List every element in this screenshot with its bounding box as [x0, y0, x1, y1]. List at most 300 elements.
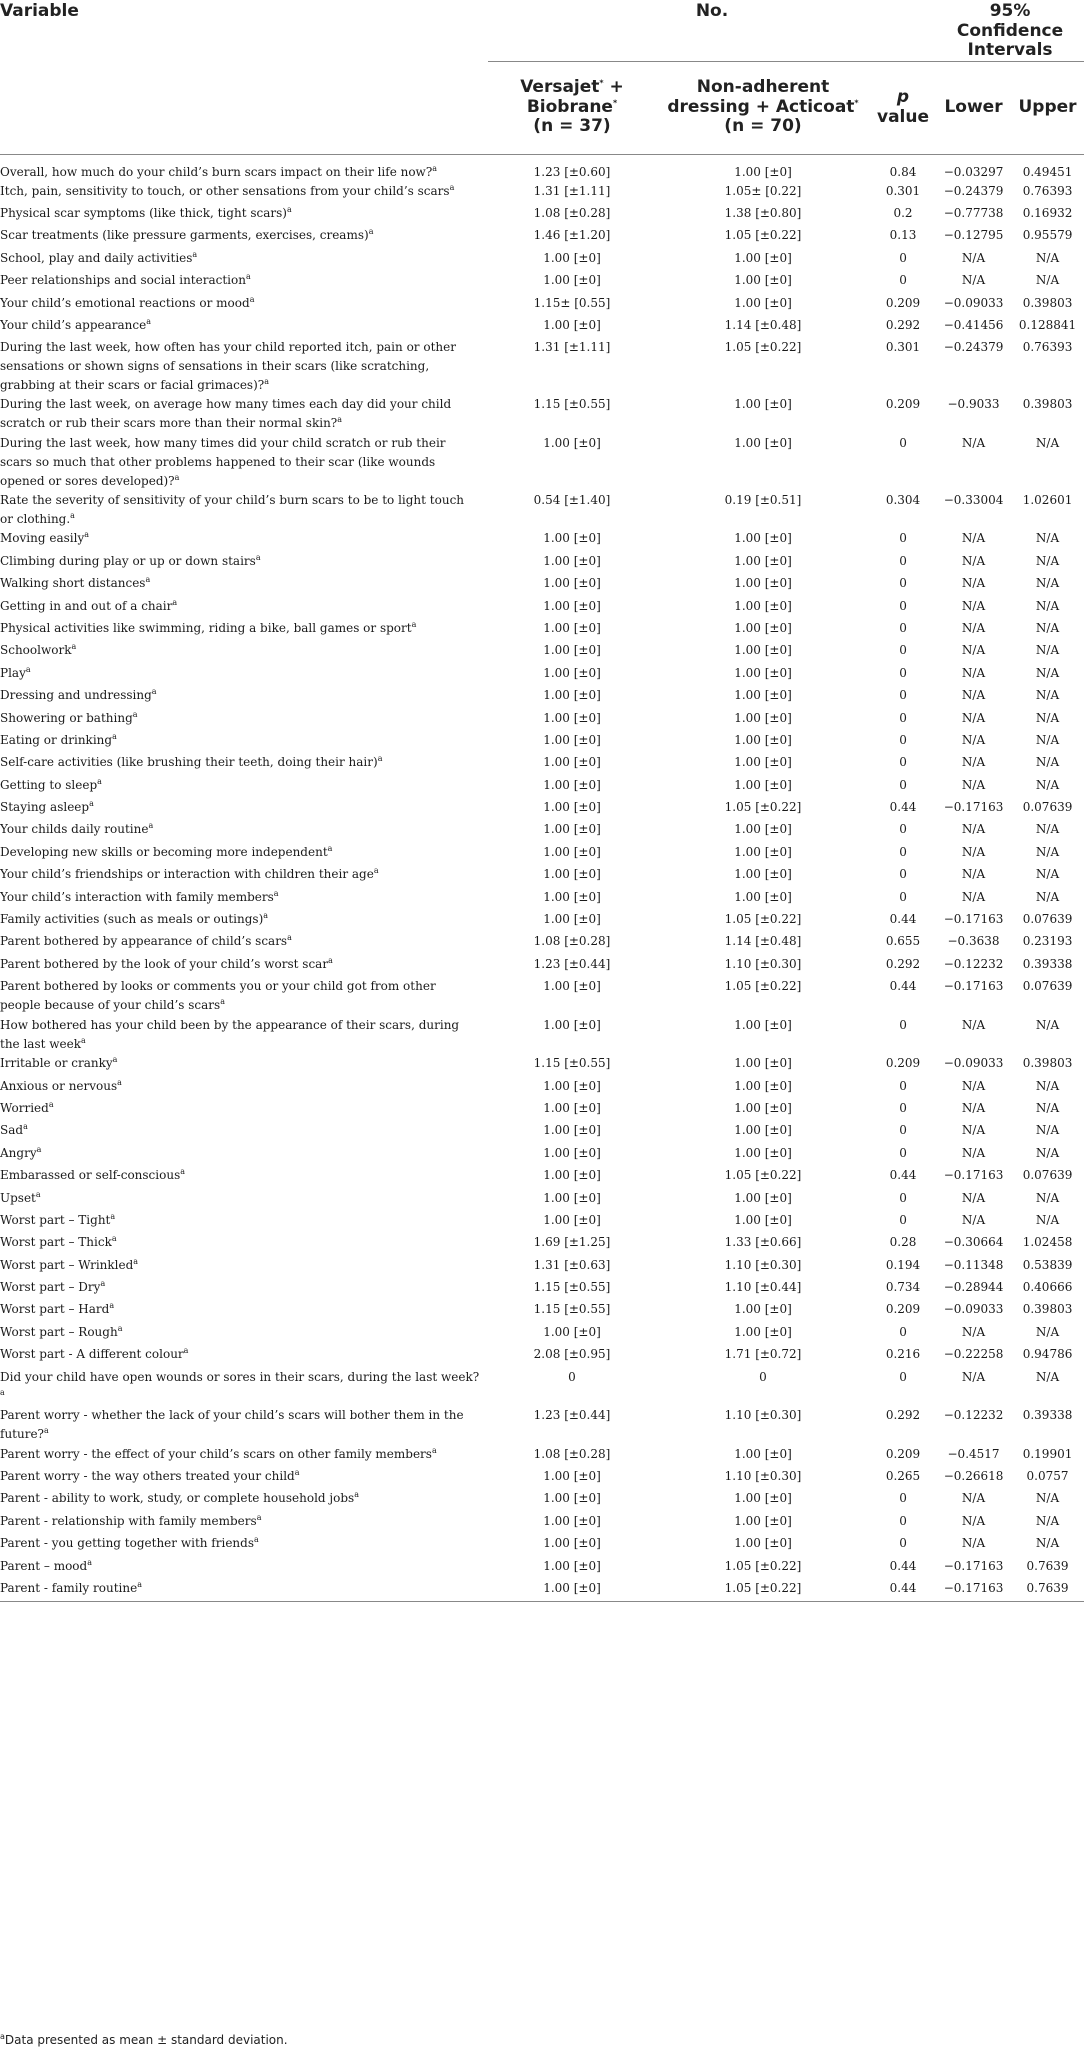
nonadherent-value-cell: [656, 977, 870, 1016]
table-row: [0, 1016, 1084, 1055]
ci-upper-cell: [1011, 709, 1084, 731]
ci-lower-cell-text: N/A: [961, 1100, 986, 1115]
variable-cell: [0, 619, 488, 641]
nonadherent-value-cell-text: 1.05 [±0.22]: [724, 800, 802, 815]
ci-upper-cell: [1011, 529, 1084, 551]
versajet-value-cell-text: 1.00 [±0]: [543, 435, 601, 450]
p-value-cell: [870, 664, 936, 686]
variable-cell: [0, 1054, 488, 1076]
versajet-value-cell-text: 1.15 [±0.55]: [533, 397, 611, 412]
ci-upper-cell-text: N/A: [1035, 844, 1060, 859]
ci-lower-cell-text: N/A: [961, 1324, 986, 1339]
variable-cell: [0, 597, 488, 619]
ci-upper-cell-text: 0.76393: [1022, 183, 1073, 198]
p-value-cell: [870, 338, 936, 395]
footnote-marker: a: [87, 1557, 92, 1567]
ci-lower-cell: [936, 271, 1011, 293]
variable-cell: [0, 1323, 488, 1345]
variable-cell-text: Worst part – Wrinkled: [0, 1257, 134, 1272]
ci-lower-cell: [936, 1557, 1011, 1579]
ci-lower-cell-text: −0.22258: [943, 1347, 1004, 1362]
table-row: [0, 1534, 1084, 1556]
ci-lower-cell-text: −0.17163: [943, 1168, 1004, 1183]
variable-cell: [0, 955, 488, 977]
ci-lower-cell: [936, 1489, 1011, 1511]
p-value-cell: [870, 955, 936, 977]
p-value-cell-text: 0: [899, 777, 907, 792]
variable-cell: [0, 910, 488, 932]
variable-cell: [0, 1300, 488, 1322]
ci-upper-cell: [1011, 977, 1084, 1016]
nonadherent-value-cell: [656, 1534, 870, 1556]
versajet-value-cell: [488, 1300, 656, 1322]
variable-cell-text: Parent - family routine: [0, 1581, 138, 1595]
ci-lower-cell-text: N/A: [961, 1078, 986, 1093]
p-value-cell: [870, 552, 936, 574]
ci-lower-cell-text: −0.17163: [943, 1581, 1004, 1595]
variable-cell: [0, 1534, 488, 1556]
nonadherent-value-cell-text: 1.00 [±0]: [734, 1145, 792, 1160]
table-header: [0, 0, 1084, 154]
ci-upper-cell: [1011, 1166, 1084, 1188]
variable-cell: [0, 798, 488, 820]
table-row: [0, 1368, 1084, 1407]
table-row: [0, 271, 1084, 293]
header-variable: Variable: [0, 1, 79, 21]
nonadherent-value-cell-text: 1.00 [±0]: [734, 620, 792, 635]
nonadherent-value-cell: [656, 1368, 870, 1407]
versajet-value-cell-text: 1.00 [±0]: [543, 912, 601, 927]
nonadherent-value-cell: [656, 664, 870, 686]
ci-upper-cell-text: N/A: [1035, 1145, 1060, 1160]
variable-cell-text: Showering or bathing: [0, 710, 133, 725]
ci-upper-cell-text: N/A: [1035, 1491, 1060, 1506]
ci-lower-cell: [936, 294, 1011, 316]
ci-upper-cell: [1011, 1512, 1084, 1534]
p-value-cell-text: 0.209: [885, 295, 921, 310]
ci-lower-cell-text: N/A: [961, 576, 986, 591]
footnote-marker: a: [148, 821, 154, 831]
versajet-value-cell: [488, 820, 656, 842]
ci-lower-cell-text: N/A: [961, 643, 986, 658]
nonadherent-value-cell-text: 1.00 [±0]: [734, 1078, 792, 1093]
footnote-marker: a: [180, 1167, 186, 1177]
variable-cell: [0, 1278, 488, 1300]
nonadherent-value-cell: [656, 271, 870, 293]
variable-cell: [0, 316, 488, 338]
ci-lower-cell: [936, 955, 1011, 977]
ci-lower-cell-text: N/A: [961, 553, 986, 568]
p-value-cell-text: 0: [899, 867, 907, 882]
ci-upper-cell: [1011, 1557, 1084, 1579]
ci-lower-cell: [936, 1512, 1011, 1534]
footnote-marker: a: [0, 1387, 5, 1397]
ci-upper-cell: [1011, 1077, 1084, 1099]
ci-upper-cell-text: N/A: [1035, 1369, 1060, 1384]
ci-lower-cell-text: −0.11348: [943, 1257, 1004, 1272]
table-row: [0, 753, 1084, 775]
ci-upper-cell: [1011, 888, 1084, 910]
versajet-value-cell-text: 1.00 [±0]: [543, 1168, 601, 1183]
ci-lower-cell: [936, 1233, 1011, 1255]
p-value-cell-text: 0: [899, 598, 907, 613]
versajet-value-cell-text: 1.46 [±1.20]: [533, 228, 611, 243]
nonadherent-value-cell-text: 1.00 [±0]: [734, 1056, 792, 1071]
p-value-cell: [870, 226, 936, 248]
variable-cell-text: Worst part – Hard: [0, 1302, 110, 1317]
ci-upper-cell-text: N/A: [1035, 1536, 1060, 1551]
versajet-value-cell: [488, 1189, 656, 1211]
ci-upper-cell: [1011, 1534, 1084, 1556]
ci-upper-cell-text: N/A: [1035, 1324, 1060, 1339]
table-row: [0, 1211, 1084, 1233]
versajet-value-cell-text: 1.00 [±0]: [543, 822, 601, 837]
ci-lower-cell: [936, 1300, 1011, 1322]
p-value-cell-text: 0.655: [885, 934, 921, 949]
variable-cell: [0, 1557, 488, 1579]
ci-upper-cell: [1011, 865, 1084, 887]
nonadherent-value-cell-text: 1.00 [±0]: [734, 755, 792, 770]
footnote-marker: a: [294, 1468, 300, 1478]
variable-cell-text: Worst part – Dry: [0, 1280, 101, 1295]
nonadherent-value-cell-text: 1.00 [±0]: [734, 1324, 792, 1339]
ci-lower-cell: [936, 1166, 1011, 1188]
p-value-cell-text: 0.28: [889, 1235, 917, 1250]
footnote-marker: a: [411, 619, 417, 629]
ci-upper-cell-text: 0.07639: [1022, 800, 1073, 815]
variable-cell: [0, 1512, 488, 1534]
nonadherent-value-cell: [656, 1099, 870, 1121]
footnote-marker: a: [249, 294, 255, 304]
table-row: [0, 316, 1084, 338]
p-value-cell: [870, 434, 936, 491]
ci-upper-cell: [1011, 1323, 1084, 1345]
ci-upper-cell-text: N/A: [1035, 822, 1060, 837]
ci-lower-cell-text: −0.12795: [943, 228, 1004, 243]
table-row: [0, 798, 1084, 820]
p-value-cell: [870, 1512, 936, 1534]
variable-cell: [0, 1077, 488, 1099]
table-row: [0, 619, 1084, 641]
variable-cell: [0, 1368, 488, 1407]
header-no: No.: [695, 1, 729, 21]
table-row: [0, 932, 1084, 954]
p-value-cell-text: 0: [899, 889, 907, 904]
footnote-marker: a: [36, 1144, 42, 1154]
ci-lower-cell-text: N/A: [961, 777, 986, 792]
ci-upper-cell-text: N/A: [1035, 1078, 1060, 1093]
ci-lower-cell-text: N/A: [961, 710, 986, 725]
versajet-value-cell: [488, 798, 656, 820]
ci-lower-cell-text: −0.03297: [943, 164, 1004, 179]
versajet-value-cell: [488, 686, 656, 708]
nonadherent-value-cell: [656, 574, 870, 596]
ci-lower-cell: [936, 338, 1011, 395]
footnote-marker: a: [328, 955, 333, 965]
versajet-value-cell-text: 1.00 [±0]: [543, 755, 601, 770]
footnote-marker: a: [84, 530, 90, 540]
ci-lower-cell: [936, 1099, 1011, 1121]
footnote-marker: a: [112, 731, 117, 741]
variable-cell-text: Worst part – Tight: [0, 1212, 111, 1227]
ci-upper-cell-text: N/A: [1035, 553, 1060, 568]
ci-upper-cell: [1011, 1099, 1084, 1121]
ci-lower-cell-text: −0.3638: [947, 934, 1000, 949]
footnote-marker: a: [97, 776, 102, 786]
variable-cell: [0, 574, 488, 596]
nonadherent-value-cell-text: 1.00 [±0]: [734, 295, 792, 310]
footnote-marker: a: [172, 597, 178, 607]
ci-upper-cell-text: N/A: [1035, 1212, 1060, 1227]
versajet-value-cell: [488, 204, 656, 226]
versajet-value-cell: [488, 1467, 656, 1489]
p-value-cell-text: 0.2: [893, 206, 913, 221]
versajet-value-cell-text: 1.00 [±0]: [543, 1513, 601, 1528]
versajet-value-cell: [488, 434, 656, 491]
variable-cell-text: During the last week, how often has your child reported itch, pain or other sensations or shown signs of sensations in their scars (like scratching, grabbing at their scars or facial grimaces)?: [0, 340, 456, 393]
ci-lower-cell: [936, 910, 1011, 932]
nonadherent-value-cell: [656, 338, 870, 395]
p-value-cell: [870, 1233, 936, 1255]
table-row: [0, 888, 1084, 910]
nonadherent-value-cell: [656, 1323, 870, 1345]
variable-cell: [0, 1099, 488, 1121]
versajet-value-cell: [488, 731, 656, 753]
variable-cell: [0, 294, 488, 316]
footnote-marker: a: [132, 709, 138, 719]
ci-lower-cell: [936, 1121, 1011, 1143]
ci-lower-cell-text: −0.17163: [943, 979, 1004, 994]
ci-lower-cell-text: N/A: [961, 889, 986, 904]
p-value-cell-text: 0: [899, 1212, 907, 1227]
p-value-cell: [870, 1278, 936, 1300]
p-value-cell-text: 0: [899, 732, 907, 747]
variable-cell-text: Schoolwork: [0, 643, 72, 658]
variable-cell: [0, 1256, 488, 1278]
nonadherent-value-cell-text: 1.05 [±0.22]: [724, 1558, 802, 1573]
ci-lower-cell: [936, 1467, 1011, 1489]
p-value-cell-text: 0.734: [885, 1280, 921, 1295]
nonadherent-value-cell: [656, 686, 870, 708]
versajet-value-cell: [488, 709, 656, 731]
footnote-marker: a: [117, 1323, 123, 1333]
versajet-value-cell-text: 1.08 [±0.28]: [533, 934, 611, 949]
footnote-marker: a: [377, 754, 383, 764]
nonadherent-value-cell-text: 1.00 [±0]: [734, 665, 792, 680]
footnote-marker: a: [264, 377, 269, 387]
ci-lower-cell: [936, 597, 1011, 619]
p-value-cell-text: 0: [899, 1078, 907, 1093]
p-value-cell: [870, 1368, 936, 1407]
p-value-cell: [870, 574, 936, 596]
footnote-marker: a: [192, 249, 198, 259]
footnote-marker: a: [287, 933, 292, 943]
versajet-value-cell: [488, 182, 656, 204]
p-value-cell: [870, 1467, 936, 1489]
table-row: [0, 1489, 1084, 1511]
versajet-value-cell: [488, 1256, 656, 1278]
footnote-marker: a: [354, 1490, 359, 1500]
footnote-marker: a: [263, 911, 269, 921]
p-value-cell-text: 0.194: [885, 1257, 921, 1272]
ci-upper-cell: [1011, 1278, 1084, 1300]
nonadherent-value-cell: [656, 294, 870, 316]
ci-lower-cell-text: N/A: [961, 1536, 986, 1551]
ci-lower-cell-text: N/A: [961, 1369, 986, 1384]
ci-upper-cell: [1011, 552, 1084, 574]
footnote-marker: a: [146, 316, 151, 326]
nonadherent-value-cell: [656, 316, 870, 338]
versajet-value-cell: [488, 1077, 656, 1099]
ci-lower-cell: [936, 932, 1011, 954]
nonadherent-value-cell: [656, 753, 870, 775]
ci-lower-cell-text: −0.09033: [943, 295, 1004, 310]
table-row: [0, 776, 1084, 798]
table-row: [0, 1278, 1084, 1300]
ci-upper-cell-text: N/A: [1035, 620, 1060, 635]
ci-lower-cell-text: N/A: [961, 598, 986, 613]
ci-upper-cell-text: 0.19901: [1022, 1446, 1073, 1461]
footnote-marker: a: [373, 866, 379, 876]
header-nonadherent-star: *: [854, 98, 859, 108]
p-value-cell: [870, 820, 936, 842]
ci-lower-cell-text: N/A: [961, 1212, 986, 1227]
ci-lower-cell: [936, 1077, 1011, 1099]
nonadherent-value-cell: [656, 776, 870, 798]
nonadherent-value-cell-text: 1.00 [±0]: [734, 1536, 792, 1551]
footnote-marker: a: [256, 1512, 262, 1522]
ci-upper-cell-text: 0.39338: [1022, 956, 1073, 971]
ci-upper-cell: [1011, 316, 1084, 338]
ci-upper-cell: [1011, 271, 1084, 293]
versajet-value-cell: [488, 574, 656, 596]
ci-upper-cell-text: 0.39803: [1022, 295, 1073, 310]
ci-lower-cell: [936, 686, 1011, 708]
versajet-value-cell: [488, 1016, 656, 1055]
variable-cell-text: Walking short distances: [0, 576, 146, 591]
ci-lower-cell: [936, 434, 1011, 491]
ci-upper-cell-text: 0.07639: [1022, 912, 1073, 927]
ci-lower-cell: [936, 820, 1011, 842]
versajet-value-cell-text: 1.00 [±0]: [543, 777, 601, 792]
ci-upper-cell: [1011, 574, 1084, 596]
p-value-cell: [870, 709, 936, 731]
ci-upper-cell: [1011, 1445, 1084, 1467]
ci-lower-cell: [936, 843, 1011, 865]
variable-cell: [0, 1345, 488, 1367]
p-value-cell-text: 0: [899, 1324, 907, 1339]
p-value-cell-text: 0.84: [889, 164, 917, 179]
versajet-value-cell-text: 1.00 [±0]: [543, 732, 601, 747]
p-value-cell-text: 0: [899, 755, 907, 770]
p-value-cell: [870, 1054, 936, 1076]
footnote-marker: a: [48, 1099, 54, 1109]
variable-cell-text: Worst part – Thick: [0, 1235, 112, 1250]
header-nonadherent-label: Non-adherent dressing + Acticoat: [667, 77, 855, 117]
nonadherent-value-cell: [656, 1467, 870, 1489]
variable-cell-text: Did your child have open wounds or sores in their scars, during the last week?: [0, 1369, 480, 1384]
variable-cell-text: Embarassed or self-conscious: [0, 1168, 181, 1183]
variable-cell-text: Parent bothered by appearance of child’s scars: [0, 934, 288, 949]
versajet-value-cell: [488, 1406, 656, 1445]
p-value-cell: [870, 977, 936, 1016]
ci-lower-cell-text: N/A: [961, 531, 986, 546]
variable-cell: [0, 1233, 488, 1255]
variable-cell-text: Angry: [0, 1145, 37, 1160]
nonadherent-value-cell: [656, 1406, 870, 1445]
versajet-value-cell: [488, 619, 656, 641]
nonadherent-value-cell: [656, 154, 870, 182]
p-value-cell-text: 0: [899, 1145, 907, 1160]
nonadherent-value-cell: [656, 1077, 870, 1099]
versajet-value-cell-text: 1.15± [0.55]: [533, 295, 611, 310]
variable-cell: [0, 338, 488, 395]
ci-upper-cell: [1011, 249, 1084, 271]
ci-lower-cell: [936, 1144, 1011, 1166]
table-row: [0, 709, 1084, 731]
ci-upper-cell-text: 0.23193: [1022, 934, 1073, 949]
p-value-cell-text: 0.216: [885, 1347, 921, 1362]
variable-cell-text: Self-care activities (like brushing their teeth, doing their hair): [0, 755, 378, 770]
ci-upper-cell: [1011, 1345, 1084, 1367]
variable-cell-text: Parent - ability to work, study, or complete household jobs: [0, 1491, 355, 1506]
header-versajet-mid: + Biobrane: [526, 77, 624, 117]
nonadherent-value-cell-text: 1.00 [±0]: [734, 1123, 792, 1138]
versajet-value-cell-text: 1.23 [±0.44]: [533, 1408, 611, 1423]
variable-cell-text: Your child’s friendships or interaction with children their age: [0, 867, 374, 882]
table-row: [0, 686, 1084, 708]
ci-lower-cell: [936, 1345, 1011, 1367]
versajet-value-cell-text: 1.08 [±0.28]: [533, 1446, 611, 1461]
p-value-cell-text: 0: [899, 1123, 907, 1138]
ci-upper-cell-text: N/A: [1035, 688, 1060, 703]
ci-upper-cell-text: N/A: [1035, 1100, 1060, 1115]
versajet-value-cell-text: 1.00 [±0]: [543, 531, 601, 546]
p-value-cell-text: 0.292: [885, 1408, 921, 1423]
p-value-cell-text: 0: [899, 1369, 907, 1384]
ci-upper-cell: [1011, 686, 1084, 708]
ci-upper-cell-text: N/A: [1035, 1190, 1060, 1205]
nonadherent-value-cell-text: 1.00 [±0]: [734, 435, 792, 450]
footnote-marker: a: [151, 687, 157, 697]
ci-lower-cell-text: −0.33004: [943, 492, 1004, 507]
variable-cell-text: Parent - you getting together with friends: [0, 1536, 254, 1551]
ci-lower-cell-text: −0.09033: [943, 1056, 1004, 1071]
ci-upper-cell: [1011, 619, 1084, 641]
p-value-cell-text: 0.209: [885, 1302, 921, 1317]
versajet-value-cell: [488, 226, 656, 248]
footnote-marker: a: [273, 888, 279, 898]
ci-lower-cell: [936, 977, 1011, 1016]
versajet-value-cell-text: 1.00 [±0]: [543, 576, 601, 591]
ci-lower-cell: [936, 154, 1011, 182]
ci-upper-cell: [1011, 1256, 1084, 1278]
ci-upper-cell-text: N/A: [1035, 576, 1060, 591]
footnote-marker: a: [220, 997, 225, 1007]
table-row: [0, 597, 1084, 619]
versajet-value-cell-text: 1.00 [±0]: [543, 553, 601, 568]
variable-cell-text: Your childs daily routine: [0, 822, 149, 837]
variable-cell: [0, 271, 488, 293]
p-value-cell: [870, 1323, 936, 1345]
ci-upper-cell-text: N/A: [1035, 1123, 1060, 1138]
variable-cell-text: Physical activities like swimming, riding a bike, ball games or sport: [0, 620, 412, 635]
header-p-value: [870, 61, 936, 154]
ci-upper-cell-text: N/A: [1035, 732, 1060, 747]
nonadherent-value-cell: [656, 1300, 870, 1322]
ci-upper-cell-text: N/A: [1035, 889, 1060, 904]
versajet-value-cell-text: 1.00 [±0]: [543, 665, 601, 680]
